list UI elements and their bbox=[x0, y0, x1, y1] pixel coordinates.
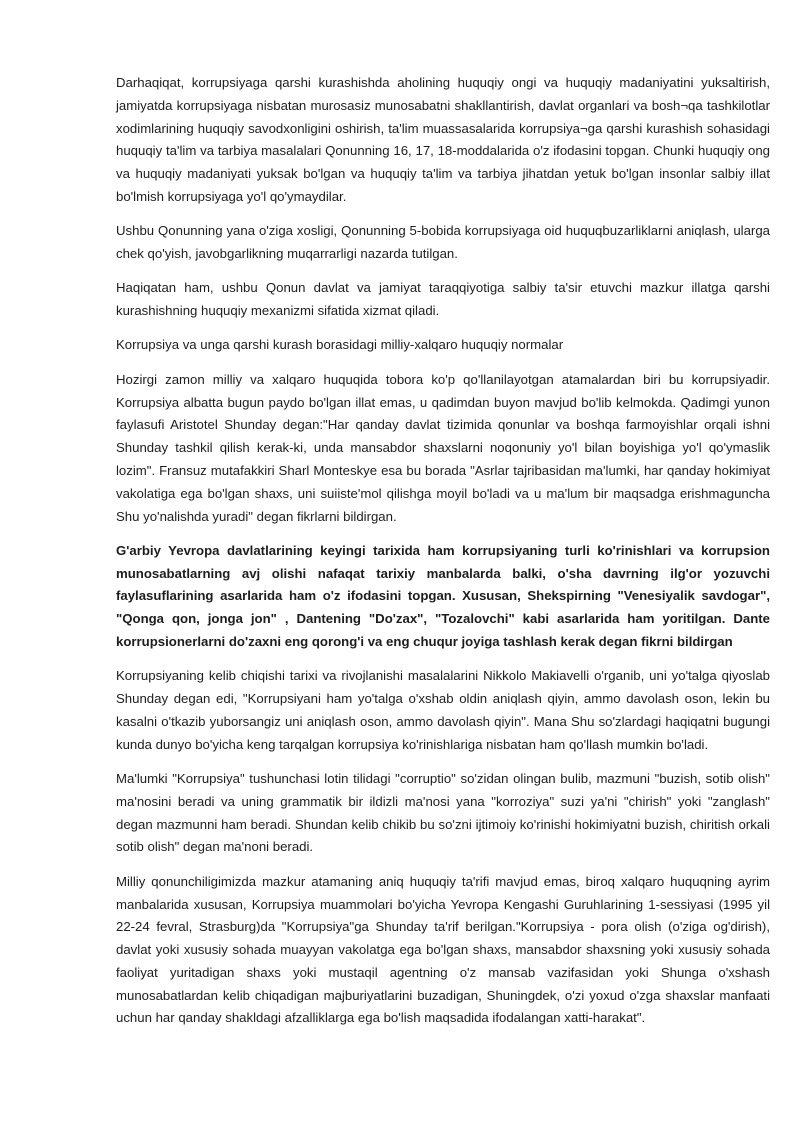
paragraph-machiavelli: Korrupsiyaning kelib chiqishi tarixi va rivojlanishi masalalarini Nikkolo Makiavelli o'rganib, uni yo'talga qiyoslab Shunday degan edi, "Korrupsiyani ham yo'talga o'xshab oldin aniqlash qiyin, ammo davolash oson, lekin bu kasalni o'tkazib yuborsangiz uni aniqlash oson, ammo davolash qiyin". Mana Shu so'zlardagi haqiqatni bugungi kunda dunyo bo'yicha keng tarqalgan korrupsiya ko'rinishlariga nisbatan ham qo'llash mumkin bo'ladi. bbox=[116, 668, 770, 752]
paragraph-anti-corruption-education: Darhaqiqat, korrupsiyaga qarshi kurashishda aholining huquqiy ongi va huquqiy madaniyatini yuksaltirish, jamiyatda korrupsiyaga nisbatan murosasiz munosabatni shakllantirish, davlat organlari va bosh¬qa tashkilotlar xodimlarining huquqiy savodxonligini oshirish, ta'lim muassasalarida korrupsiya¬ga qarshi kurashish sohasidagi huquqiy ta'lim va tarbiya masalalari Qonunning 16, 17, 18-moddalarida o'z ifodasini topgan. Chunki huquqiy ong va huquqiy madaniyati yuksak bo'lgan va huquqiy ta'lim va tarbiya jihatdan yetuk bo'lgan insonlar salbiy illat bo'lmish korrupsiyaga yo'l qo'ymaydilar. bbox=[116, 75, 770, 204]
paragraph-legal-mechanism: Haqiqatan ham, ushbu Qonun davlat va jamiyat taraqqiyotiga salbiy ta'sir etuvchi mazkur illatga qarshi kurashishning huquqiy mexanizmi sifatida xizmat qiladi. bbox=[116, 280, 770, 319]
paragraph-western-europe-literature: G'arbiy Yevropa davlatlarining keyingi tarixida ham korrupsiyaning turli ko'rinishlari va korrupsion munosabatlarning avj olishi nafaqat tarixiy manbalarda balki, o'sha davrning ilg'or yozuvchi faylasuflarining asarlarida ham o'z ifodasini topgan. Xususan, Shekspirning "Venesiyalik savdogar", "Qonga qon, jonga jon" , Dantening "Do'zax", "Tozalovchi" kabi asarlarida ham yoritilgan. Dante korrupsionerlarni do'zaxni eng qorong'i va eng chuqur joyiga tashlash kerak degan fikrni bildirgan bbox=[116, 542, 770, 650]
paragraph-council-of-europe-definition: Milliy qonunchiligimizda mazkur atamaning aniq huquqiy ta'rifi mavjud emas, biroq xalqaro huquqning ayrim manbalarida xususan, Korrupsiya muammolari bo'yicha Yevropa Kengashi Guruhlarining 1-sessiyasi (1995 yil 22-24 fevral, Strasburg)da "Korrupsiya"ga Shunday ta'rif berilgan."Korrupsiya - pora olish (o'ziga og'dirish), davlat yoki xususiy sohada muayyan vakolatga ega bo'lgan shaxs, mansabdor shaxsning yoki xususiy sohada faoliyat yuritadigan shaxs yoki mustaqil agentning o'z mansab vazifasidan yoki Shunga o'xshash munosabatlardan kelib chiqadigan majburiyatlarini buzadigan, Shuningdek, o'zi yoxud o'zga shaxslar manfaati uchun har qanday shakldagi afzalliklarga ega bo'lish maqsadida ifodalangan xatti-harakat". bbox=[116, 873, 770, 1026]
document-page bbox=[116, 72, 770, 1042]
paragraph-aristotle-montesquieu: Hozirgi zamon milliy va xalqaro huquqida tobora ko'p qo'llanilayotgan atamalardan biri bu korrupsiyadir. Korrupsiya albatta bugun paydo bo'lgan illat emas, u qadimdan buyon mavjud bo'lib kelmokda. Qadimgi yunon faylasufi Aristotel Shunday degan:"Har qanday davlat tizimida qonunlar va boshqa farmoyishlar orqali ishni Shunday tashkil qilish kerak-ki, unda mansabdor shaxslarni noqonuniy yo'l bilan boyishiga yo'l qo'ymaslik lozim". Fransuz mutafakkiri Sharl Monteskye esa bu borada "Asrlar tajribasidan ma'lumki, har qanday hokimiyat vakolatiga ega bo'lgan shaxs, uni suiiste'mol qilishga moyil bo'ladi va u ma'lum bir maqsadga erishmaguncha Shu yo'nalishda yuradi" degan fikrlarni bildirgan. bbox=[116, 371, 770, 524]
paragraph-etymology: Ma'lumki "Korrupsiya" tushunchasi lotin tilidagi "corruptio" so'zidan olingan bulib, mazmuni "buzish, sotib olish" ma'nosini beradi va uning grammatik bir ildizli ma'nosi yana "korroziya" suzi ya'ni "chirish" yoki "zanglash" degan mazmunni ham beradi. Shundan kelib chikib bu so'zni ijtimoiy ko'rinishi hokimiyatni buzish, chiritish orkali sotib olish" degan ma'noni beradi. bbox=[116, 771, 770, 855]
paragraph-law-chapter-5: Ushbu Qonunning yana o'ziga xosligi, Qonunning 5-bobida korrupsiyaga oid huquqbuzarliklarni aniqlash, ularga chek qo'yish, javobgarlikning muqarrarligi nazarda tutilgan. bbox=[116, 223, 770, 262]
section-heading: Korrupsiya va unga qarshi kurash borasidagi milliy-xalqaro huquqiy normalar bbox=[116, 337, 564, 353]
